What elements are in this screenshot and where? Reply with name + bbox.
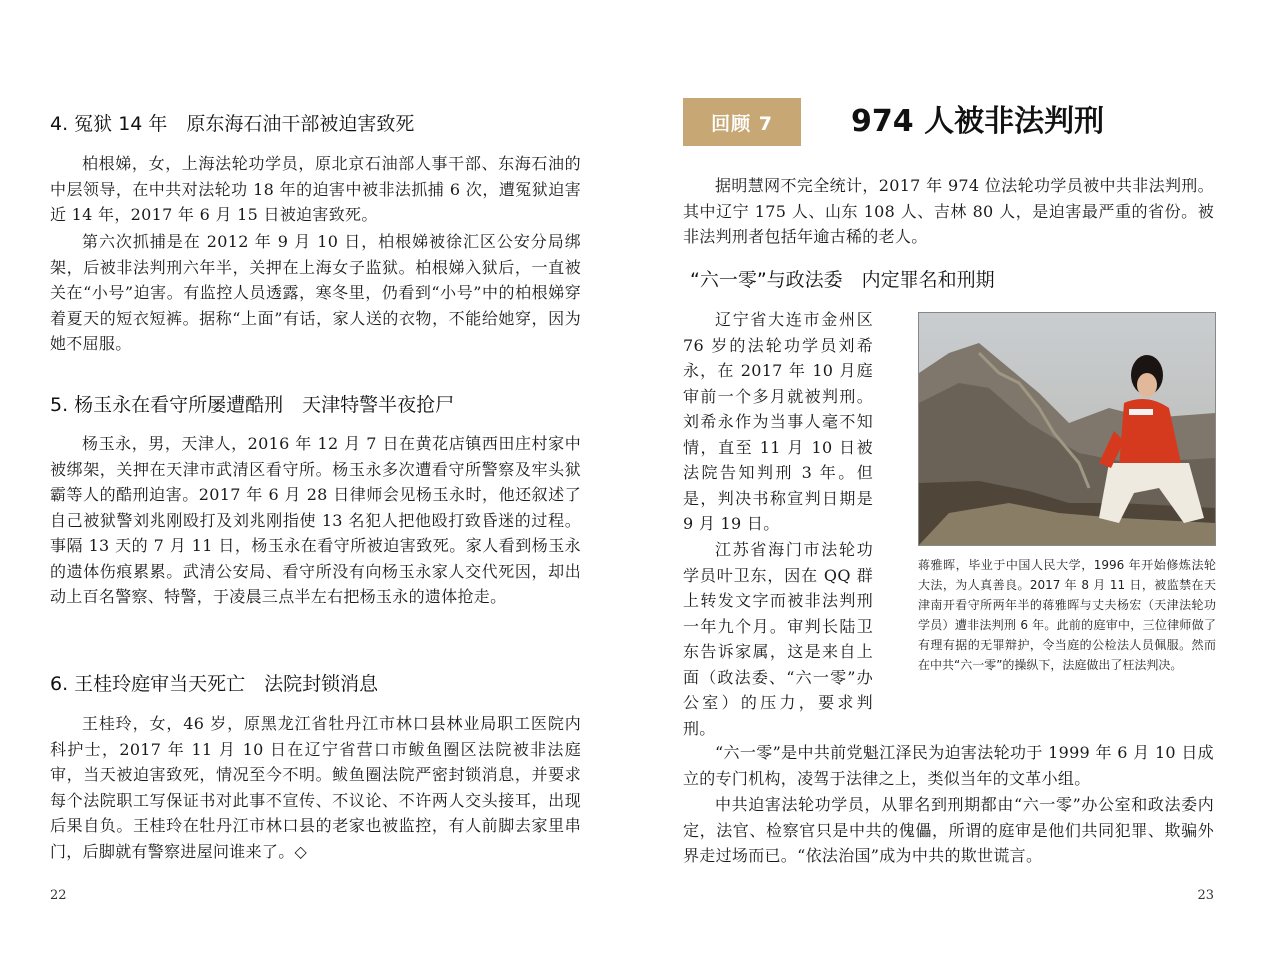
left-page xyxy=(0,0,632,978)
section-5-heading: 5. 杨玉永在看守所屡遭酷刑 天津特警半夜抢尸 xyxy=(50,394,455,416)
full-paragraph-2: 中共迫害法轮功学员，从罪名到刑期都由“六一零”办公室和政法委内定，法官、检察官只是中共的傀儡，所谓的庭审是他们共同犯罪、欺骗外界走过场而已。“依法治国”成为中共的欺世谎言。 xyxy=(683,795,1214,865)
portrait-photo xyxy=(918,312,1216,546)
section-4-heading: 4. 冤狱 14 年 原东海石油干部被迫害致死 xyxy=(50,113,415,135)
section-4-paragraph-1: 柏根娣，女，上海法轮功学员，原北京石油部人事干部、东海石油的中层领导，在中共对法轮功 18 年的迫害中被非法抓捕 6 次，遭冤狱迫害近 14 年，2017 年 6 月 15 日被迫害致死。 xyxy=(50,154,581,224)
right-page xyxy=(633,0,1265,978)
great-wall-mountain-image xyxy=(919,313,1215,545)
section-6-heading: 6. 王桂玲庭审当天死亡 法院封锁消息 xyxy=(50,673,379,695)
section-4-paragraph-2: 第六次抓捕是在 2012 年 9 月 10 日，柏根娣被徐汇区公安分局绑架，后被非法判刑六年半，关押在上海女子监狱。柏根娣入狱后，一直被关在“小号”迫害。有监控人员透露，寒冬里，仍看到“小号”中的柏根娣穿着夏天的短衣短裤。据称“上面”有话，家人送的衣物，不能给她穿，因为她不屈服。 xyxy=(50,232,581,353)
column-paragraph-2: 江苏省海门市法轮功学员叶卫东，因在 QQ 群上转发文字而被非法判刑一年九个月。审判长陆卫东告诉家属，这是来自上面（政法委、“六一零”办公室）的压力，要求判刑。 xyxy=(683,540,873,738)
section-5-paragraph-1: 杨玉永，男，天津人，2016 年 12 月 7 日在黄花店镇西田庄村家中被绑架，关押在天津市武清区看守所。杨玉永多次遭看守所警察及牢头狱霸等人的酷刑迫害。2017 年 6 月 28 日律师会见杨玉永时，他还叙述了自己被狱警刘兆刚殴打及刘兆刚指使 13 名犯人把他殴打致昏迷的过程。事隔 13 天的 7 月 11 日，杨玉永在看守所被迫害致死。家人看到杨玉永的遗体伤痕累累。武清公安局、看守所没有向杨玉永家人交代死因，却出动上百名警察、特警，于凌晨三点半左右把杨玉永的遗体抢走。 xyxy=(50,434,581,606)
page-title: 974 人被非法判刑 xyxy=(851,104,1105,139)
intro-paragraph: 据明慧网不完全统计，2017 年 974 位法轮功学员被中共非法判刑。其中辽宁 175 人、山东 108 人、吉林 80 人，是迫害最严重的省份。被非法判刑者包括年逾古稀的老人。 xyxy=(683,176,1214,246)
page-number-right: 23 xyxy=(1197,888,1214,903)
column-paragraph-1: 辽宁省大连市金州区 76 岁的法轮功学员刘希永，在 2017 年 10 月庭审前一个多月就被判刑。刘希永作为当事人毫不知情，直至 11 月 10 日被法院告知判刑 3 年。但是，判决书称宣判日期是 9 月 19 日。 xyxy=(683,310,873,533)
photo-caption: 蒋雅晖，毕业于中国人民大学，1996 年开始修炼法轮大法，为人真善良。2017 年 8 月 11 日，被监禁在天津南开看守所两年半的蒋雅晖与丈夫杨宏（天津法轮功学员）遭非法判刑 6 年。此前的庭审中，三位律师做了有理有据的无罪辩护，令当庭的公检法人员佩服。然而在中共“六一零”的操纵下，法庭做出了枉法判决。 xyxy=(918,558,1216,672)
subheading: “六一零”与政法委 内定罪名和刑期 xyxy=(690,269,995,291)
full-paragraph-1: “六一零”是中共前党魁江泽民为迫害法轮功于 1999 年 6 月 10 日成立的专门机构，凌驾于法律之上，类似当年的文革小组。 xyxy=(683,743,1214,788)
review-badge: 回顾 7 xyxy=(683,98,801,146)
section-6-paragraph-1: 王桂玲，女，46 岁，原黑龙江省牡丹江市林口县林业局职工医院内科护士，2017 年 11 月 10 日在辽宁省营口市鲅鱼圈区法院被非法庭审，当天被迫害致死，情况至今不明。鲅鱼圈法院严密封锁消息，并要求每个法院职工写保证书对此事不宣传、不议论、不许两人交头接耳，出现后果自负。王桂玲在牡丹江市林口县的老家也被监控，有人前脚去家里串门，后脚就有警察进屋问谁来了。◇ xyxy=(50,714,581,861)
page-number-left: 22 xyxy=(50,888,67,903)
